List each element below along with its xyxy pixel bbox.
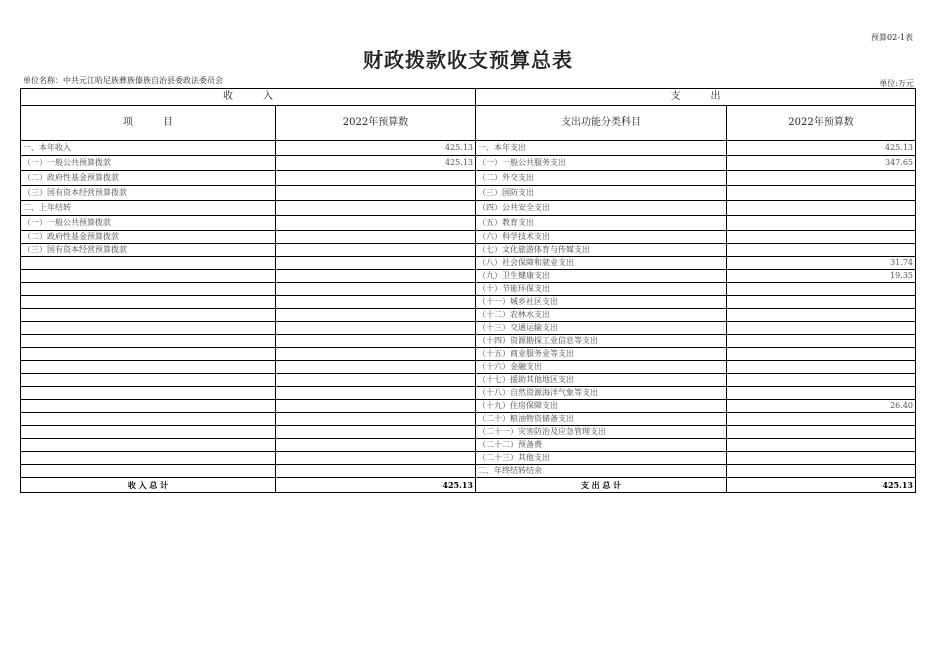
table-row — [21, 335, 916, 348]
expense-item-cell: （十二）农林水支出 — [476, 309, 727, 322]
expense-budget-cell — [727, 231, 916, 244]
income-item-cell — [21, 374, 276, 387]
table-row — [21, 465, 916, 478]
income-budget-cell — [276, 387, 476, 400]
income-budget-cell — [276, 283, 476, 296]
table-row — [21, 400, 916, 413]
income-budget-cell — [276, 465, 476, 478]
income-item-cell — [21, 309, 276, 322]
expense-budget-cell — [727, 296, 916, 309]
income-item-cell — [21, 283, 276, 296]
table-row — [21, 156, 916, 171]
expense-item-cell: （二十一）灾害防治及应急管理支出 — [476, 426, 727, 439]
expense-item-cell: （十七）援助其他地区支出 — [476, 374, 727, 387]
unit-name: 单位名称：中共元江哈尼族彝族傣族自治县委政法委员会 — [23, 76, 223, 85]
expense-budget-cell — [727, 426, 916, 439]
expense-budget-cell: 31.74 — [727, 257, 916, 270]
income-item-cell: 一、本年收入 — [21, 141, 276, 156]
expense-budget-cell — [727, 374, 916, 387]
expense-total-label: 支 出 总 计 — [476, 478, 727, 493]
table-row — [21, 452, 916, 465]
income-budget-cell — [276, 171, 476, 186]
table-row — [21, 244, 916, 257]
table-row — [21, 216, 916, 231]
income-budget-cell — [276, 374, 476, 387]
income-budget-cell — [276, 309, 476, 322]
table-row — [21, 231, 916, 244]
expense-budget-cell — [727, 201, 916, 216]
income-budget-cell — [276, 231, 476, 244]
income-budget-cell — [276, 335, 476, 348]
expense-item-cell: （一）一般公共服务支出 — [476, 156, 727, 171]
income-item-cell — [21, 270, 276, 283]
expense-item-cell: （十五）商业服务业等支出 — [476, 348, 727, 361]
expense-item-cell: （二十二）预备费 — [476, 439, 727, 452]
expense-budget-cell — [727, 348, 916, 361]
income-budget-cell: 425.13 — [276, 141, 476, 156]
income-budget-cell — [276, 413, 476, 426]
income-budget-cell — [276, 426, 476, 439]
table-row — [21, 201, 916, 216]
page-title: 财政拨款收支预算总表 — [363, 48, 573, 72]
income-budget-cell — [276, 186, 476, 201]
expense-item-cell: （十四）资源勘探工业信息等支出 — [476, 335, 727, 348]
expense-budget-cell — [727, 387, 916, 400]
income-budget-cell — [276, 322, 476, 335]
income-budget-cell — [276, 216, 476, 231]
expense-item-cell: 一、本年支出 — [476, 141, 727, 156]
table-row — [21, 361, 916, 374]
expense-budget-cell: 347.65 — [727, 156, 916, 171]
table-row — [21, 141, 916, 156]
col-income-budget-header: 2022年预算数 — [276, 106, 476, 141]
expense-budget-cell: 19.35 — [727, 270, 916, 283]
table-row — [21, 439, 916, 452]
expense-item-cell: （九）卫生健康支出 — [476, 270, 727, 283]
table-row — [21, 283, 916, 296]
table-row — [21, 413, 916, 426]
income-group-header: 收 入 — [21, 89, 476, 106]
col-item-header: 项 目 — [21, 106, 276, 141]
expense-item-cell: （三）国防支出 — [476, 186, 727, 201]
income-item-cell: （二）政府性基金预算拨款 — [21, 171, 276, 186]
income-item-cell — [21, 426, 276, 439]
income-item-cell — [21, 439, 276, 452]
expense-item-cell: （七）文化旅游体育与传媒支出 — [476, 244, 727, 257]
expense-budget-cell: 425.13 — [727, 141, 916, 156]
income-budget-cell — [276, 452, 476, 465]
expense-budget-cell — [727, 465, 916, 478]
income-item-cell — [21, 257, 276, 270]
expense-budget-cell — [727, 186, 916, 201]
income-item-cell: 二、上年结转 — [21, 201, 276, 216]
col-expense-item-header: 支出功能分类科目 — [476, 106, 727, 141]
expense-item-cell: （二十）粮油物资储备支出 — [476, 413, 727, 426]
income-item-cell — [21, 465, 276, 478]
income-item-cell — [21, 400, 276, 413]
expense-item-cell: （八）社会保障和就业支出 — [476, 257, 727, 270]
expense-budget-cell — [727, 171, 916, 186]
expense-budget-cell — [727, 283, 916, 296]
income-item-cell — [21, 348, 276, 361]
income-budget-cell — [276, 361, 476, 374]
table-row — [21, 348, 916, 361]
expense-item-cell: （四）公共安全支出 — [476, 201, 727, 216]
income-item-cell — [21, 452, 276, 465]
table-row — [21, 296, 916, 309]
income-budget-cell — [276, 257, 476, 270]
income-item-cell: （一）一般公共预算拨款 — [21, 216, 276, 231]
expense-budget-cell — [727, 335, 916, 348]
income-item-cell — [21, 322, 276, 335]
expense-item-cell: （二）外交支出 — [476, 171, 727, 186]
expense-item-cell: （十八）自然资源海洋气象等支出 — [476, 387, 727, 400]
table-row — [21, 426, 916, 439]
income-item-cell — [21, 387, 276, 400]
group-header-row — [21, 89, 916, 106]
income-budget-cell — [276, 270, 476, 283]
table-row — [21, 171, 916, 186]
income-item-cell: （三）国有资本经营预算拨款 — [21, 244, 276, 257]
income-budget-cell — [276, 348, 476, 361]
income-item-cell: （二）政府性基金预算拨款 — [21, 231, 276, 244]
income-item-cell — [21, 296, 276, 309]
expense-total-value: 425.13 — [727, 478, 916, 493]
expense-item-cell: （十一）城乡社区支出 — [476, 296, 727, 309]
table-row — [21, 387, 916, 400]
income-item-cell — [21, 335, 276, 348]
col-expense-budget-header: 2022年预算数 — [727, 106, 916, 141]
income-total-value: 425.13 — [276, 478, 476, 493]
income-budget-cell: 425.13 — [276, 156, 476, 171]
table-row — [21, 186, 916, 201]
income-item-cell: （三）国有资本经营预算拨款 — [21, 186, 276, 201]
expense-budget-cell — [727, 413, 916, 426]
expense-budget-cell — [727, 216, 916, 231]
expense-budget-cell: 26.40 — [727, 400, 916, 413]
expense-item-cell: 二、年终结转结余 — [476, 465, 727, 478]
expense-item-cell: （十）节能环保支出 — [476, 283, 727, 296]
total-row — [21, 478, 916, 493]
form-code: 预算02-1表 — [871, 33, 913, 42]
income-item-cell — [21, 413, 276, 426]
table-row — [21, 322, 916, 335]
table-row — [21, 309, 916, 322]
expense-budget-cell — [727, 361, 916, 374]
table-row — [21, 374, 916, 387]
expense-budget-cell — [727, 244, 916, 257]
table-row — [21, 257, 916, 270]
expense-item-cell: （十三）交通运输支出 — [476, 322, 727, 335]
income-budget-cell — [276, 400, 476, 413]
expense-item-cell: （六）科学技术支出 — [476, 231, 727, 244]
expense-budget-cell — [727, 309, 916, 322]
expense-group-header: 支 出 — [476, 89, 916, 106]
expense-item-cell: （十九）住房保障支出 — [476, 400, 727, 413]
income-item-cell — [21, 361, 276, 374]
expense-item-cell: （五）教育支出 — [476, 216, 727, 231]
expense-item-cell: （十六）金融支出 — [476, 361, 727, 374]
expense-budget-cell — [727, 439, 916, 452]
table-row — [21, 270, 916, 283]
income-total-label: 收 入 总 计 — [21, 478, 276, 493]
income-item-cell: （一）一般公共预算拨款 — [21, 156, 276, 171]
income-budget-cell — [276, 201, 476, 216]
income-budget-cell — [276, 296, 476, 309]
expense-budget-cell — [727, 452, 916, 465]
budget-table — [20, 88, 916, 493]
income-budget-cell — [276, 244, 476, 257]
income-budget-cell — [276, 439, 476, 452]
column-header-row — [21, 106, 916, 141]
expense-item-cell: （二十三）其他支出 — [476, 452, 727, 465]
expense-budget-cell — [727, 322, 916, 335]
currency-unit: 单位:万元 — [879, 79, 914, 88]
